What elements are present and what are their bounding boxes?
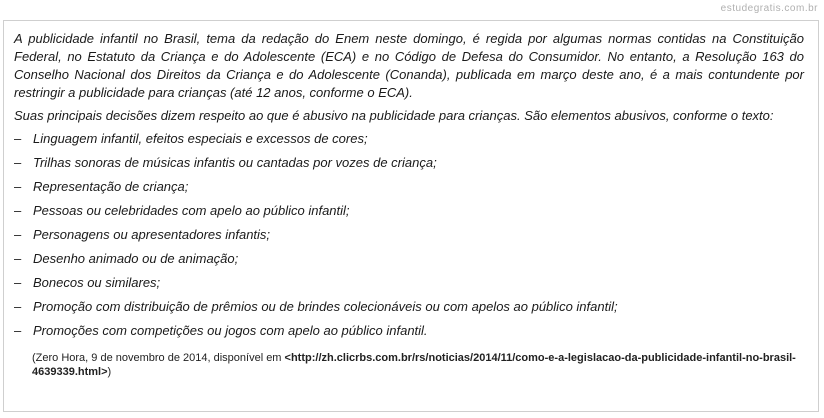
- list-item: [14, 154, 804, 178]
- abusive-elements-list: [14, 130, 804, 346]
- list-item-text: Representação de criança;: [33, 179, 189, 194]
- list-item-text: Linguagem infantil, efeitos especiais e excessos de cores;: [33, 131, 368, 146]
- intro-paragraph: A publicidade infantil no Brasil, tema da redação do Enem neste domingo, é regida por algumas normas contidas na Constituição Federal, no Estatuto da Criança e do Adolescente (ECA) e no Código de Defesa do Consumidor. No entanto, a Resolução 163 do Conselho Nacional dos Direitos da Criança e do Adolescente (Conanda), publicada em março deste ano, é a mais contundente por restringir a publicidade para crianças (até 12 anos, conforme o ECA).: [14, 31, 804, 100]
- list-item: [14, 130, 804, 154]
- list-item: [14, 298, 804, 322]
- list-item-text: Trilhas sonoras de músicas infantis ou cantadas por vozes de criança;: [33, 155, 437, 170]
- dash-bullet: –: [14, 275, 22, 290]
- dash-bullet: –: [14, 299, 22, 314]
- list-item: [14, 250, 804, 274]
- source-prefix: (Zero Hora, 9 de novembro de 2014, disponível em: [32, 352, 285, 364]
- dash-bullet: –: [14, 179, 22, 194]
- dash-bullet: –: [14, 203, 22, 218]
- list-item: [14, 274, 804, 298]
- list-item-text: Bonecos ou similares;: [33, 275, 161, 290]
- dash-bullet: –: [14, 323, 22, 338]
- list-item: [14, 322, 804, 346]
- list-item-text: Promoções com competições ou jogos com apelo ao público infantil.: [33, 323, 428, 338]
- decisions-paragraph: Suas principais decisões dizem respeito ao que é abusivo na publicidade para crianças. São elementos abusivos, conforme o texto:: [14, 108, 774, 123]
- list-item-text: Promoção com distribuição de prêmios ou de brindes colecionáveis ou com apelos ao público infantil;: [33, 299, 618, 314]
- source-citation: [32, 351, 804, 379]
- list-item: [14, 202, 804, 226]
- dash-bullet: –: [14, 227, 22, 242]
- list-item: [14, 178, 804, 202]
- question-text: [14, 30, 804, 379]
- list-item-text: Desenho animado ou de animação;: [33, 251, 239, 266]
- list-item: [14, 226, 804, 250]
- site-watermark: estudegratis.com.br: [720, 3, 818, 14]
- dash-bullet: –: [14, 131, 22, 146]
- list-item-text: Personagens ou apresentadores infantis;: [33, 227, 271, 242]
- dash-bullet: –: [14, 251, 22, 266]
- dash-bullet: –: [14, 155, 22, 170]
- source-link[interactable]: <http://zh.clicrbs.com.br/rs/noticias/2014/11/como-e-a-legislacao-da-publicidade-infantil-no-brasil-4639339.html>: [32, 352, 796, 378]
- list-item-text: Pessoas ou celebridades com apelo ao público infantil;: [33, 203, 350, 218]
- source-suffix: ): [107, 366, 112, 378]
